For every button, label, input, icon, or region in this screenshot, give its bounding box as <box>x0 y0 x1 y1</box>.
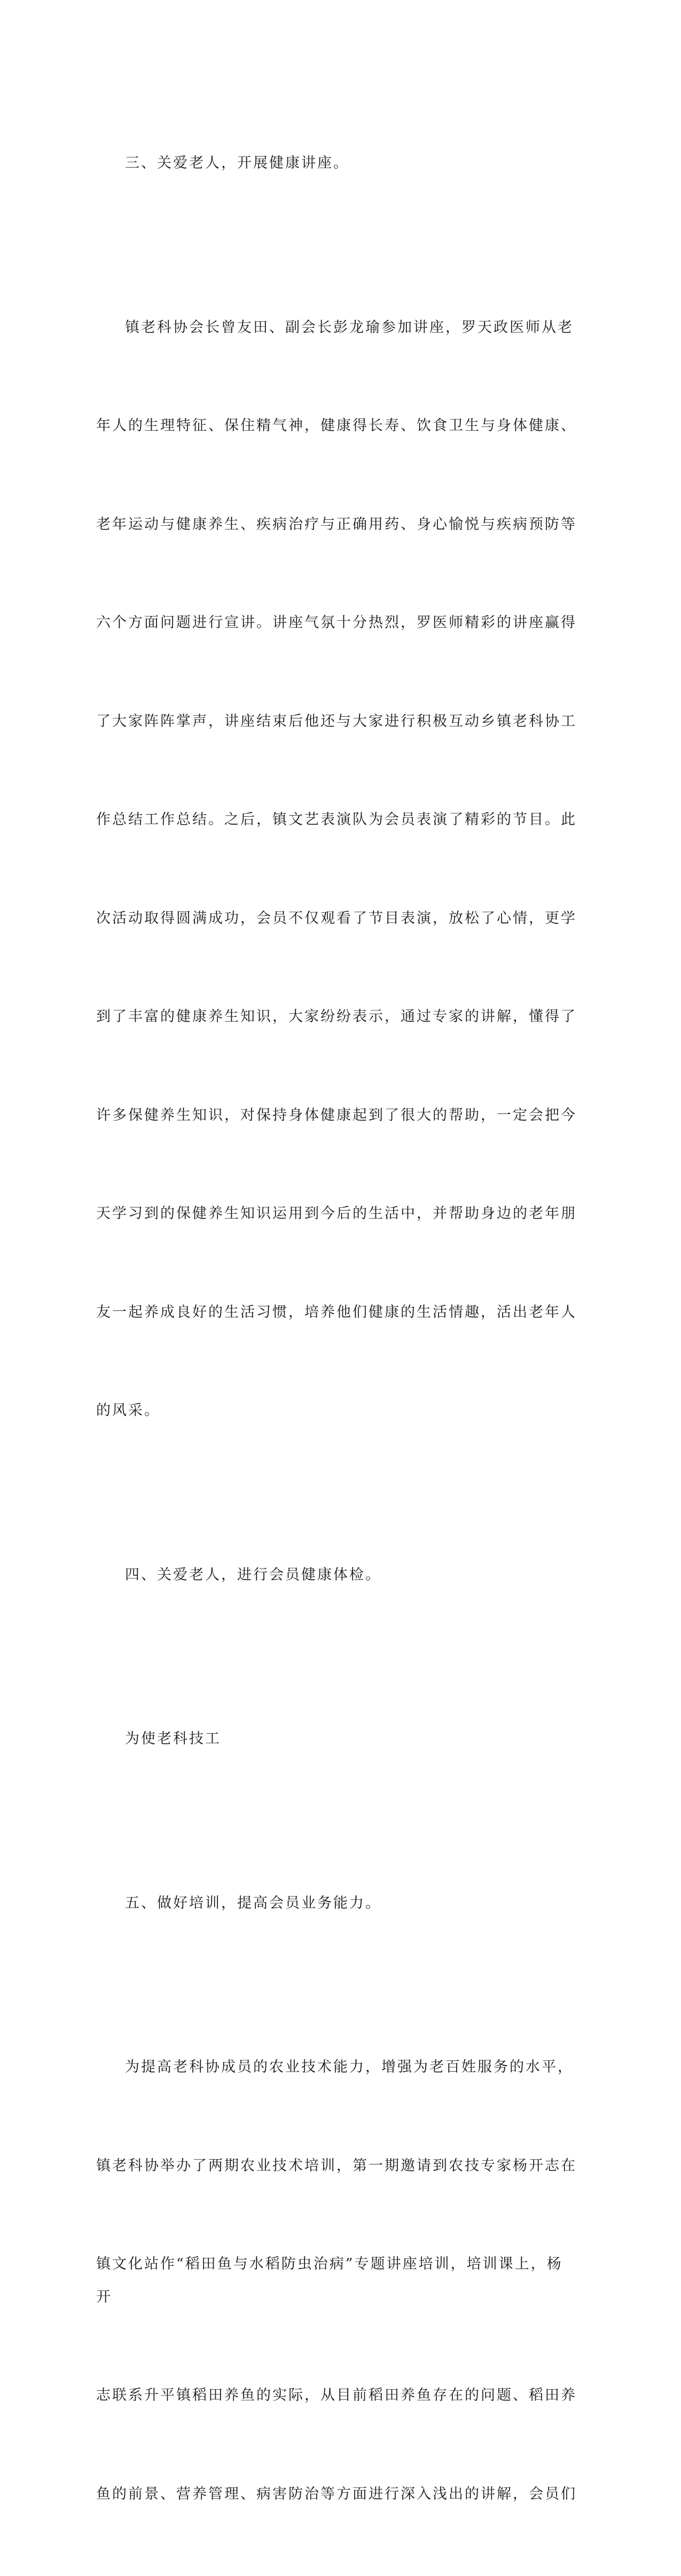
section-heading-5 <box>96 1821 577 1986</box>
document-page <box>96 81 577 2576</box>
text-line: 的风采。 <box>96 1402 160 1419</box>
text-line: 四、关爱老人，进行会员健康体检。 <box>125 1566 381 1583</box>
text-line: 为使老科技工 <box>125 1730 221 1747</box>
text-line: 许多保健养生知识，对保持身体健康起到了很大的帮助，一定会把今 <box>96 1107 577 1124</box>
text-line: 次活动取得圆满成功，会员不仅观看了节目表演，放松了心情，更学 <box>96 910 577 927</box>
text-line: 六个方面问题进行宣讲。讲座气氛十分热烈，罗医师精彩的讲座赢得 <box>96 614 577 631</box>
text-line: 五、做好培训，提高会员业务能力。 <box>125 1894 381 1911</box>
text-line: 三、关爱老人，开展健康讲座。 <box>125 155 349 171</box>
text-line: 年人的生理特征、保住精气神，健康得长寿、饮食卫生与身体健康、 <box>96 417 577 434</box>
text-line: 镇老科协会长曾友田、副会长彭龙瑜参加讲座，罗天政医师从老 <box>125 319 574 336</box>
paragraph-health-checkup <box>96 1657 577 1821</box>
section-heading-3 <box>96 81 577 246</box>
paragraph-training <box>96 1985 577 2576</box>
text-line: 为提高老科协成员的农业技术能力，增强为老百姓服务的水平， <box>125 2059 574 2075</box>
text-line: 镇老科协举办了两期农业技术培训，第一期邀请到农技专家杨开志在 <box>96 2157 577 2174</box>
text-line: 到了丰富的健康养生知识，大家纷纷表示，通过专家的讲解，懂得了 <box>96 1008 577 1025</box>
text-line: 志联系升平镇稻田养鱼的实际，从目前稻田养鱼存在的问题、稻田养 <box>96 2387 577 2404</box>
section-heading-4 <box>96 1493 577 1657</box>
text-line: 作总结工作总结。之后，镇文艺表演队为会员表演了精彩的节目。此 <box>96 811 577 828</box>
text-line: 友一起养成良好的生活习惯，培养他们健康的生活情趣，活出老年人 <box>96 1303 577 1321</box>
text-line: 老年运动与健康养生、疾病治疗与正确用药、身心愉悦与疾病预防等 <box>96 516 577 533</box>
text-line: 天学习到的保健养生知识运用到今后的生活中，并帮助身边的老年朋 <box>96 1205 577 1222</box>
paragraph-health-lecture <box>96 246 577 1493</box>
text-line: 镇文化站作“稻田鱼与水稻防虫治病”专题讲座培训，培训课上，杨开 <box>96 2256 563 2305</box>
text-line: 了大家阵阵掌声，讲座结束后他还与大家进行积极互动乡镇老科协工 <box>96 713 577 730</box>
text-line: 鱼的前景、营养管理、病害防治等方面进行深入浅出的讲解，会员们 <box>96 2485 577 2502</box>
